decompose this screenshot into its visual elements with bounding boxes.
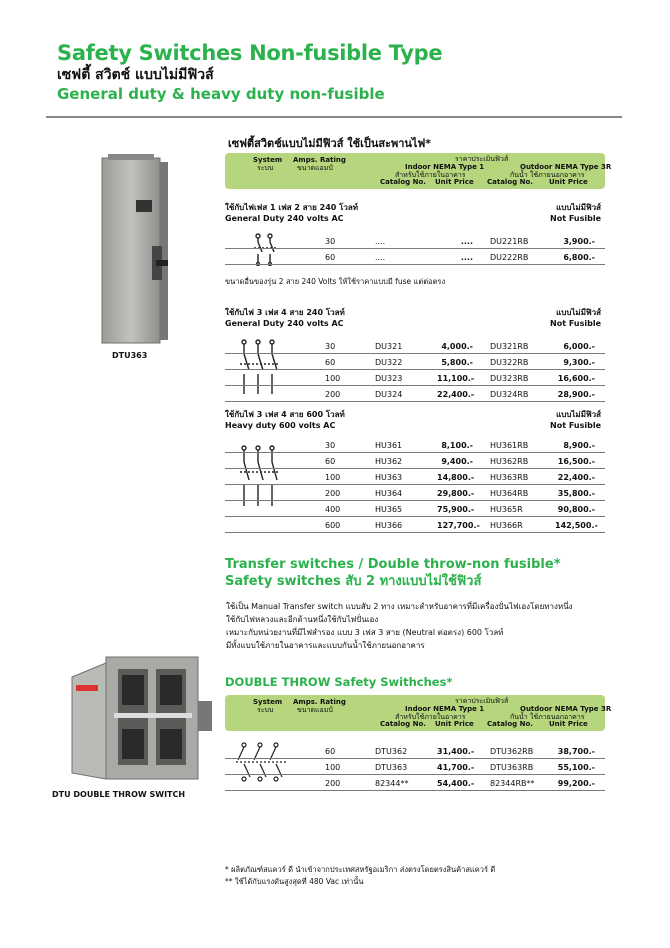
transfer-title-thai: Safety switches สับ 2 ทางแบบไม่ใช้ฟิวส์ [225,574,482,589]
col-system: System [253,156,283,164]
section-label: Heavy duty 600 volts AC [225,421,336,430]
col-price-indoor: Unit Price [435,720,474,728]
table1-title: เซฟตี้สวิตช์แบบไม่มีฟิวส์ ใช้เป็นสะพานไฟ* [228,137,431,150]
section-label-th: ใช้กับไฟเฟส 1 เฟส 2 สาย 240 โวลท์ [225,203,359,212]
col-outdoor-th: กันน้ำ ใช้ภายนอกอาคาร [510,171,585,179]
table-row: 30 HU361 8,100.- HU361RB 8,900.- [225,437,605,453]
table-row: 600 HU366 127,700.- HU366R 142,500.- [225,517,605,533]
table-row: 30 DU321 4,000.- DU321RB 6,000.- [225,338,605,354]
section-right: Not Fusible [550,214,601,223]
table-row: 100 DU323 11,100.- DU323RB 16,600.- [225,370,605,386]
page-header [57,40,442,104]
section-label: General Duty 240 volts AC [225,214,344,223]
transfer-title: Transfer switches / Double throw-non fusible* [225,557,561,572]
section-1phase-240 [225,203,605,225]
table-row: 60 DTU362 31,400.- DTU362RB 38,700.- [225,743,605,759]
page-title-thai: เซฟตี้ สวิตช์ แบบไม่มีฟิวส์ [57,67,214,83]
col-catalog-indoor: Catalog No. [380,178,426,186]
page-subtitle: General duty & heavy duty non-fusible [57,85,385,103]
col-catalog-outdoor: Catalog No. [487,178,533,186]
footnote-2: ** ใช้ได้กับแรงดันสูงสุดที่ 480 Vac เท่านั้น [225,877,364,886]
col-price-th: ราคาประเมินฟิวส์ [455,697,509,705]
table-row: 60 .... .... DU222RB 6,800.- [225,249,605,265]
col-outdoor: Outdoor NEMA Type 3R [520,163,612,171]
section-label-th: ใช้กับไฟ 3 เฟส 4 สาย 240 โวลท์ [225,308,345,317]
col-outdoor-th: กันน้ำ ใช้ภายนอกอาคาร [510,713,585,721]
col-system-th: ระบบ [257,706,274,714]
col-indoor-th: สำหรับใช้ภายในอาคาร [395,171,466,179]
table-row: 200 HU364 29,800.- HU364RB 35,800.- [225,485,605,501]
col-system-th: ระบบ [257,164,274,172]
table2-header [225,695,612,731]
section-right: Not Fusible [550,319,601,328]
table-row: 100 DTU363 41,700.- DTU363RB 55,100.- [225,759,605,775]
section-3phase-240 [225,308,605,330]
section-label-th: ใช้กับไฟ 3 เฟส 4 สาย 600 โวลท์ [225,410,345,419]
table-row: 400 HU365 75,900.- HU365R 90,800.- [225,501,605,517]
header-divider [46,116,622,118]
table1-header [225,153,612,189]
section-3phase-600 [225,410,605,432]
double-throw-product-image [66,655,216,785]
section-right-th: แบบไม่มีฟิวส์ [556,203,601,212]
table-row: 200 82344** 54,400.- 82344RB** 99,200.- [225,775,605,791]
section-note: ขนาดอื่นของรุ่น 2 สาย 240 Volts ให้ใช้ราคาแบบมี fuse แต่ต่อตรง [225,277,446,286]
col-indoor: Indoor NEMA Type 1 [405,705,485,713]
table2-title: DOUBLE THROW Safety Swithches* [225,675,453,689]
transfer-description: ใช้เป็น Manual Transfer switch แบบสับ 2 ทาง เหมาะสำหรับอาคารที่มีเครื่องปั่นไฟเองโดยทางหนึ่ง ใช้กับไฟหลวงและอีกด้านหนึ่งใช้กับไฟปั่นเอง เหมาะกับหน่วยงานที่มีไฟสำรอง แบบ 3 เฟส 3 สาย (Neutral ต่อตรง) 600 โวลท์ มีทั้งแบบใช้ภายในอาคารและแบบกันน้ำใช้ภายนอกอาคาร [226,602,573,650]
table2-rows [225,743,605,791]
footnote-1: * ผลิตภัณฑ์สแควร์ ดี นำเข้าจากประเทศสหรัฐอเมริกา ส่งตรงโดยตรงสินค้าสแควร์ ดี [225,865,496,874]
section-right-th: แบบไม่มีฟิวส์ [556,410,601,419]
col-amps-th: ขนาดแอมป์ [297,706,333,714]
col-price-th: ราคาประเมินฟิวส์ [455,155,509,163]
dtu363-caption: DTU363 [112,351,148,360]
page-title: Safety Switches Non-fusible Type [57,41,443,65]
col-indoor: Indoor NEMA Type 1 [405,163,485,171]
section-label: General Duty 240 volts AC [225,319,344,328]
section-right-th: แบบไม่มีฟิวส์ [556,308,601,317]
col-amps-th: ขนาดแอมป์ [297,164,333,172]
section-3phase-600-rows [225,437,605,533]
col-amps: Amps. Rating [293,156,346,164]
col-system: System [253,698,283,706]
col-price-outdoor: Unit Price [549,178,588,186]
table-row: 60 DU322 5,800.- DU322RB 9,300.- [225,354,605,370]
table-row: 200 DU324 22,400.- DU324RB 28,900.- [225,386,605,402]
col-price-outdoor: Unit Price [549,720,588,728]
section-right: Not Fusible [550,421,601,430]
col-price-indoor: Unit Price [435,178,474,186]
col-outdoor: Outdoor NEMA Type 3R [520,705,612,713]
double-throw-caption: DTU DOUBLE THROW SWITCH [52,790,186,799]
transfer-heading [225,556,561,590]
col-catalog-outdoor: Catalog No. [487,720,533,728]
col-catalog-indoor: Catalog No. [380,720,426,728]
col-indoor-th: สำหรับใช้ภายในอาคาร [395,713,466,721]
table-row: 30 .... .... DU221RB 3,900.- [225,233,605,249]
dtu363-product-image [96,150,176,350]
section-1phase-rows [225,233,605,265]
footnotes [225,864,495,888]
table-row: 60 HU362 9,400.- HU362RB 16,500.- [225,453,605,469]
col-amps: Amps. Rating [293,698,346,706]
table-row: 100 HU363 14,800.- HU363RB 22,400.- [225,469,605,485]
section-3phase-240-rows [225,338,605,402]
